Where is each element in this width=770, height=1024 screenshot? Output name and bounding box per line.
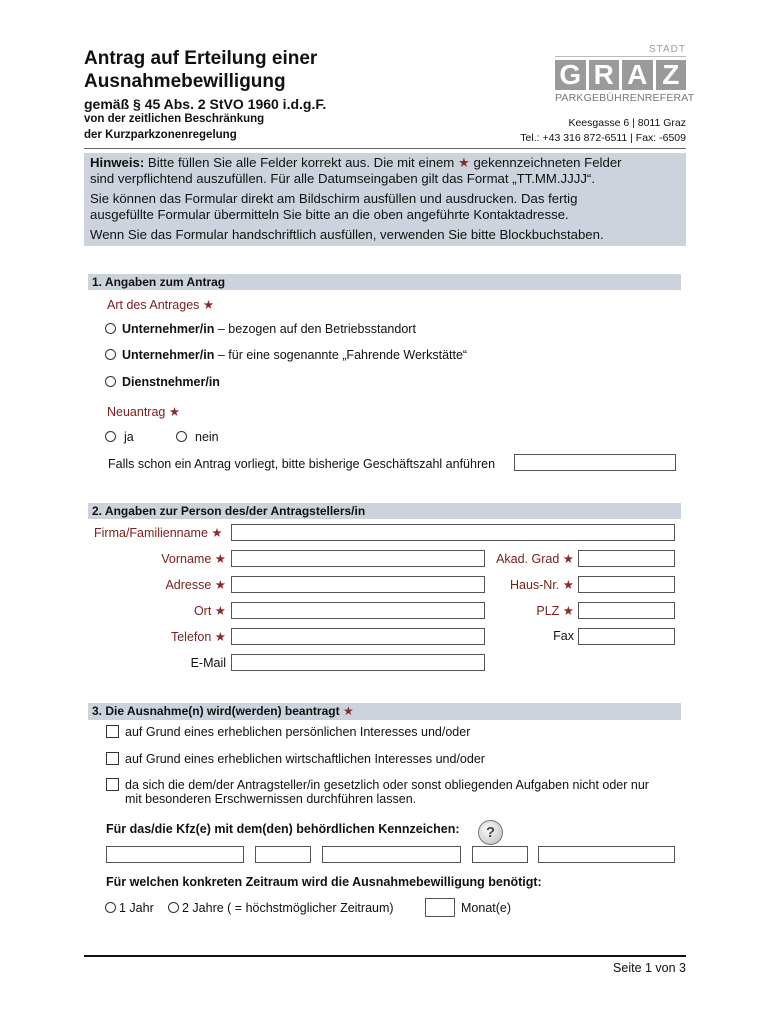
contact-phone: Tel.: +43 316 872-6511 | Fax: -6509 xyxy=(520,132,686,144)
hint-text-2a: Sie können das Formular direkt am Bildschirm ausfüllen und ausdrucken. Das fertig xyxy=(90,191,578,206)
radio-unternehmer-standort[interactable] xyxy=(105,323,116,334)
check-wirtschaftlich[interactable]: auf Grund eines erheblichen wirtschaftlichen Interesses und/oder xyxy=(106,752,485,767)
required-star-icon: ★ xyxy=(562,552,574,566)
plz-input[interactable] xyxy=(578,602,675,619)
zeitraum-label: Für welchen konkreten Zeitraum wird die Ausnahmebewilligung benötigt: xyxy=(106,875,542,889)
required-star-icon: ★ xyxy=(202,298,215,312)
email-input[interactable] xyxy=(231,654,485,671)
adresse-label: Adresse ★ xyxy=(165,578,226,592)
hint-label: Hinweis: xyxy=(90,155,145,170)
footer-divider xyxy=(84,955,686,957)
option-unternehmer-standort[interactable]: Unternehmer/in – bezogen auf den Betriebsstandort xyxy=(105,322,416,337)
option-neuantrag-nein[interactable]: nein xyxy=(176,430,219,445)
required-star-icon: ★ xyxy=(168,405,181,419)
monat-label: Monat(e) xyxy=(461,901,512,915)
fax-label: Fax xyxy=(553,629,574,643)
monat-input[interactable] xyxy=(425,898,455,917)
law-reference: gemäß § 45 Abs. 2 StVO 1960 i.d.g.F. xyxy=(84,96,327,112)
kennzeichen-input-1[interactable] xyxy=(106,846,244,863)
akad-grad-input[interactable] xyxy=(578,550,675,567)
check-aufgaben-line2: mit besonderen Erschwernissen durchführen lassen. xyxy=(125,792,417,806)
section2-header: 2. Angaben zur Person des/der Antragstellers/in xyxy=(88,503,681,519)
checkbox-persoenlich[interactable] xyxy=(106,725,119,738)
help-question-icon[interactable]: ? xyxy=(478,820,503,845)
section3-header: 3. Die Ausnahme(n) wird(werden) beantragt ★ xyxy=(88,703,681,720)
logo-letter-z: Z xyxy=(656,60,687,90)
required-star-icon: ★ xyxy=(457,155,470,170)
kennzeichen-input-4[interactable] xyxy=(472,846,528,863)
header-divider xyxy=(84,148,686,149)
logo-stadt-text: STADT xyxy=(645,44,686,55)
hausnr-label: Haus-Nr. ★ xyxy=(509,578,574,592)
hint-box xyxy=(84,153,686,246)
radio-1-jahr[interactable] xyxy=(105,902,116,913)
kennzeichen-input-5[interactable] xyxy=(538,846,675,863)
art-des-antrages-label: Art des Antrages ★ xyxy=(107,298,215,312)
vorname-label: Vorname ★ xyxy=(161,552,226,566)
description-line2: der Kurzparkzonenregelung xyxy=(84,129,237,141)
required-star-icon: ★ xyxy=(562,604,574,618)
kfz-label: Für das/die Kfz(e) mit dem(den) behördlichen Kennzeichen: xyxy=(106,822,460,836)
ort-input[interactable] xyxy=(231,602,485,619)
contact-address: Keesgasse 6 | 8011 Graz xyxy=(568,117,686,129)
required-star-icon: ★ xyxy=(562,578,574,592)
radio-neuantrag-ja[interactable] xyxy=(105,431,116,442)
hint-text-2b: ausgefüllte Formular übermitteln Sie bitte an die oben angeführte Kontaktadresse. xyxy=(90,207,569,222)
fax-input[interactable] xyxy=(578,628,675,645)
logo-letter-r: R xyxy=(589,60,620,90)
check-aufgaben[interactable]: da sich die dem/der Antragsteller/in gesetzlich oder sonst obliegenden Aufgaben nicht oder nur xyxy=(106,778,649,793)
hint-text-1a: Bitte füllen Sie alle Felder korrekt aus. Die mit einem xyxy=(147,155,455,170)
option-2-jahre[interactable]: 2 Jahre ( = höchstmöglicher Zeitraum) xyxy=(168,901,394,916)
required-star-icon: ★ xyxy=(211,526,223,540)
telefon-label: Telefon ★ xyxy=(170,630,226,644)
required-star-icon: ★ xyxy=(214,630,226,644)
section1-header: 1. Angaben zum Antrag xyxy=(88,274,681,290)
logo-letter-g: G xyxy=(555,60,586,90)
form-title-line2: Ausnahmebewilligung xyxy=(84,71,286,92)
hausnr-input[interactable] xyxy=(578,576,675,593)
option-1-jahr[interactable]: 1 Jahr xyxy=(105,901,154,916)
required-star-icon: ★ xyxy=(342,704,354,718)
hint-text-1b: gekennzeichneten Felder xyxy=(473,155,622,170)
option-dienstnehmer[interactable]: Dienstnehmer/in xyxy=(105,375,220,390)
firma-input[interactable] xyxy=(231,524,675,541)
radio-2-jahre[interactable] xyxy=(168,902,179,913)
required-star-icon: ★ xyxy=(214,604,226,618)
check-persoenlich[interactable]: auf Grund eines erheblichen persönlichen Interesses und/oder xyxy=(106,725,470,740)
prev-case-number-input[interactable] xyxy=(514,454,676,471)
radio-unternehmer-werkstaette[interactable] xyxy=(105,349,116,360)
checkbox-aufgaben[interactable] xyxy=(106,778,119,791)
hint-text-1c: sind verpflichtend auszufüllen. Für alle Datumseingaben gilt das Format „TT.MM.JJJJ“. xyxy=(90,171,595,186)
adresse-input[interactable] xyxy=(231,576,485,593)
hint-text-3: Wenn Sie das Formular handschriftlich ausfüllen, verwenden Sie bitte Blockbuchstaben. xyxy=(90,227,604,242)
logo-letter-a: A xyxy=(622,60,653,90)
logo-department: PARKGEBÜHRENREFERAT xyxy=(555,92,695,104)
telefon-input[interactable] xyxy=(231,628,485,645)
prev-case-label: Falls schon ein Antrag vorliegt, bitte bisherige Geschäftszahl anführen xyxy=(108,457,496,471)
kennzeichen-input-3[interactable] xyxy=(322,846,461,863)
vorname-input[interactable] xyxy=(231,550,485,567)
kennzeichen-input-2[interactable] xyxy=(255,846,311,863)
firma-label: Firma/Familienname ★ xyxy=(94,526,223,540)
page-number: Seite 1 von 3 xyxy=(613,961,686,975)
akad-grad-label: Akad. Grad ★ xyxy=(496,552,574,566)
description-line1: von der zeitlichen Beschränkung xyxy=(84,113,265,125)
option-neuantrag-ja[interactable]: ja xyxy=(105,430,134,445)
radio-neuantrag-nein[interactable] xyxy=(176,431,187,442)
email-label: E-Mail xyxy=(190,656,226,670)
required-star-icon: ★ xyxy=(214,578,226,592)
checkbox-wirtschaftlich[interactable] xyxy=(106,752,119,765)
graz-logo xyxy=(555,44,695,104)
required-star-icon: ★ xyxy=(214,552,226,566)
neuantrag-label: Neuantrag ★ xyxy=(107,405,181,419)
plz-label: PLZ ★ xyxy=(536,604,574,618)
radio-dienstnehmer[interactable] xyxy=(105,376,116,387)
form-title-line1: Antrag auf Erteilung einer xyxy=(84,48,318,69)
ort-label: Ort ★ xyxy=(193,604,226,618)
option-unternehmer-werkstaette[interactable]: Unternehmer/in – für eine sogenannte „Fahrende Werkstätte“ xyxy=(105,348,467,363)
